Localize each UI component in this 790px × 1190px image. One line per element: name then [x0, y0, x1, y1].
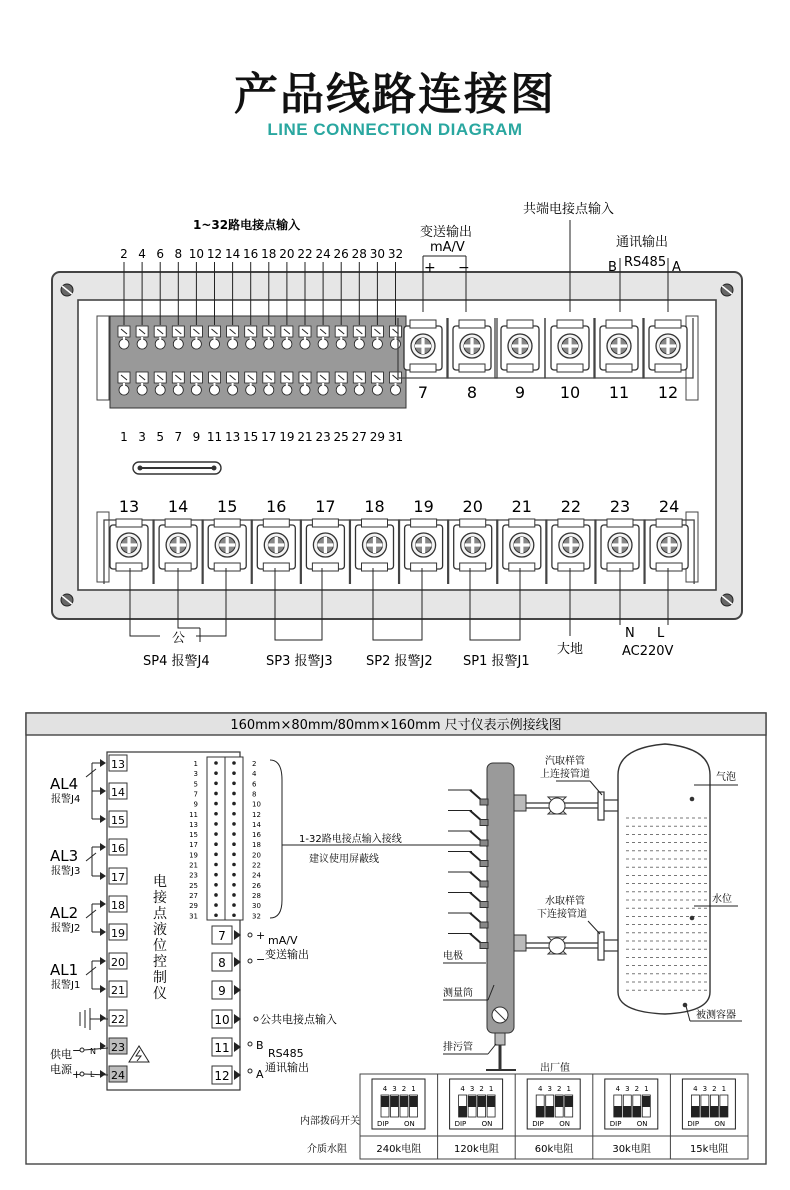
dip-number: 4 — [615, 1085, 621, 1093]
pin-number-even: 4 — [252, 770, 257, 779]
water-pipe-2: 下连接管道 — [537, 909, 587, 920]
l-label: L — [657, 626, 665, 641]
dip-number: 3 — [392, 1085, 397, 1093]
screw-terminal-icon — [257, 519, 295, 571]
left-terminal-number: 21 — [111, 984, 125, 997]
steam-pipe-2: 上连接管道 — [540, 769, 590, 780]
pin-number-even: 6 — [252, 780, 257, 789]
left-terminal-number: 16 — [111, 842, 125, 855]
screw-terminal-icon — [601, 519, 639, 571]
dip-number: 2 — [401, 1085, 407, 1093]
screw-terminal-icon — [600, 320, 638, 372]
dip-number: 3 — [625, 1085, 630, 1093]
pin-number-even: 14 — [252, 820, 261, 829]
terminal-number: 11 — [608, 383, 630, 402]
pin-number-even: 10 — [252, 800, 261, 809]
al1-label: AL1 — [50, 961, 79, 979]
dip-number: 3 — [547, 1085, 552, 1093]
dip-on-label: ON — [481, 1120, 493, 1128]
pin-number-odd: 3 — [193, 770, 198, 779]
device-label-char: 接 — [153, 890, 167, 906]
sp4-label: SP4 报警J4 — [143, 654, 210, 669]
odd-pin-label: 23 — [315, 430, 331, 444]
dip-number: 2 — [479, 1085, 484, 1093]
dip-on-label: ON — [404, 1120, 415, 1128]
dip-number: 4 — [537, 1085, 543, 1093]
screw-terminal-icon — [454, 519, 492, 571]
screw-terminal-icon — [650, 519, 688, 571]
screw-terminal-icon — [208, 519, 246, 571]
rs485-label: RS485 — [624, 255, 667, 270]
right-terminal-number: 7 — [218, 929, 226, 943]
pin-number-even: 18 — [252, 841, 261, 850]
power-label-2: 电源 — [50, 1063, 72, 1076]
even-pin-label: 16 — [243, 247, 259, 261]
power-n: N — [90, 1047, 96, 1056]
even-pin-label: 2 — [120, 247, 128, 261]
dip-dip-label: DIP — [532, 1120, 544, 1128]
screw-terminal-icon — [552, 519, 590, 571]
right-terminal-number: 9 — [218, 984, 226, 998]
device-label-char: 液 — [153, 922, 167, 938]
pin-number-even: 26 — [252, 881, 261, 890]
pin-number-odd: 7 — [193, 790, 198, 799]
odd-pin-label: 11 — [206, 430, 223, 444]
terminal-number: 22 — [560, 497, 582, 516]
power-plus: + — [72, 1068, 82, 1081]
dip-number: 4 — [460, 1085, 465, 1093]
resistance-value: 30k电阻 — [612, 1144, 651, 1155]
screw-terminal-icon — [453, 320, 491, 372]
al4-label: AL4 — [50, 775, 79, 793]
pin-number-even: 32 — [252, 912, 261, 921]
power-minus: − — [72, 1044, 82, 1057]
dip-number: 1 — [566, 1085, 571, 1093]
odd-pin-label: 13 — [224, 430, 241, 444]
wiring-example-diagram — [0, 700, 790, 1190]
device-label-char: 点 — [153, 906, 167, 922]
pin-number-odd: 27 — [189, 891, 198, 900]
page-title: 产品线路连接图 — [234, 69, 556, 120]
pin-number-even: 12 — [252, 810, 261, 819]
terminal-number: 21 — [511, 497, 532, 516]
dip-number: 3 — [702, 1085, 708, 1093]
pin-number-odd: 25 — [189, 881, 198, 890]
screw-terminal-icon — [306, 519, 344, 571]
sp3-label: SP3 报警J3 — [266, 654, 333, 669]
odd-pin-label: 3 — [138, 430, 146, 444]
right-terminal-number: 11 — [214, 1041, 230, 1055]
terminal-number: 8 — [466, 383, 478, 402]
water-level-label: 水位 — [712, 894, 732, 905]
screw-terminal-icon — [501, 320, 539, 372]
al3-label: AL3 — [50, 847, 79, 865]
screw-terminal-icon — [503, 519, 541, 571]
left-terminal-number: 20 — [111, 956, 125, 969]
dip-number: 1 — [488, 1085, 494, 1093]
power-l: L — [90, 1070, 95, 1079]
pin-number-odd: 5 — [193, 780, 198, 789]
odd-pin-label: 15 — [243, 430, 259, 444]
even-pin-label: 10 — [188, 247, 205, 261]
left-terminal-number: 18 — [111, 899, 125, 912]
pin-number-odd: 9 — [193, 800, 198, 809]
even-pin-label: 18 — [261, 247, 277, 261]
screw-terminal-icon — [110, 519, 148, 571]
odd-pin-label: 29 — [369, 430, 386, 444]
terminal-number: 12 — [657, 383, 679, 402]
device-label-char: 控 — [153, 954, 167, 970]
al1-sub: 报警J1 — [51, 980, 81, 991]
even-pin-label: 12 — [206, 247, 223, 261]
right-terminal-number: 10 — [214, 1013, 230, 1027]
measure-tube-label: 测量筒 — [443, 988, 473, 999]
even-pin-label: 20 — [279, 247, 295, 261]
power-label-1: 供电 — [50, 1048, 72, 1061]
terminal-number: 10 — [559, 383, 581, 402]
screw-terminal-icon — [404, 320, 442, 372]
dip-on-label: ON — [714, 1120, 726, 1128]
water-pipe-1: 水取样管 — [545, 896, 585, 907]
dip-number: 4 — [693, 1085, 698, 1093]
n-label: N — [625, 626, 635, 641]
mav-label: mA/V — [268, 934, 298, 947]
odd-pin-label: 27 — [351, 430, 367, 444]
medium-label: 介质水阻 — [307, 1144, 347, 1155]
even-pin-label: 28 — [351, 247, 367, 261]
ground-label: 大地 — [557, 642, 584, 657]
transmit-unit-label: mA/V — [430, 240, 465, 255]
pin-number-odd: 15 — [189, 831, 198, 840]
pin-number-even: 24 — [252, 871, 261, 880]
dip-dip-label: DIP — [454, 1120, 467, 1128]
pin-number-even: 28 — [252, 891, 261, 900]
right-terminal-number: 12 — [214, 1069, 230, 1083]
rs485-a-label: A — [672, 260, 681, 275]
pin-number-even: 8 — [252, 790, 257, 799]
rs485-text: RS485 — [268, 1047, 304, 1060]
pin-number-odd: 21 — [189, 861, 198, 870]
left-terminal-number: 22 — [111, 1013, 125, 1026]
terminal-number: 9 — [514, 383, 526, 402]
transmit-label: 变送输出 — [420, 225, 473, 240]
rs-b-label: B — [256, 1039, 264, 1052]
terminal-number: 23 — [609, 497, 631, 516]
screw-terminal-icon — [405, 519, 443, 571]
pin-number-odd: 17 — [189, 841, 198, 850]
vessel-label: 被测容器 — [696, 1010, 736, 1021]
transmit-minus: − — [458, 260, 470, 276]
pin-number-even: 30 — [252, 902, 261, 911]
bubble-label: 气泡 — [716, 772, 736, 783]
odd-pin-label: 21 — [297, 430, 313, 444]
left-terminal-number: 15 — [111, 814, 125, 827]
common-gong-label: 公 — [172, 631, 186, 646]
pin-number-even: 22 — [252, 861, 261, 870]
device-label-char: 位 — [153, 938, 167, 954]
odd-pin-label: 9 — [192, 430, 201, 444]
pin-number-odd: 31 — [189, 912, 198, 921]
sp1-label: SP1 报警J1 — [463, 654, 530, 669]
al2-sub: 报警J2 — [51, 923, 81, 934]
terminal-number: 13 — [118, 497, 140, 516]
input-note-1: 1-32路电接点输入接线 — [299, 834, 402, 845]
even-pin-label: 8 — [174, 247, 183, 261]
dip-dip-label: DIP — [609, 1120, 622, 1128]
pin-number-even: 2 — [252, 760, 257, 768]
terminal-number: 17 — [315, 497, 336, 516]
pin-number-even: 20 — [252, 851, 261, 860]
pin-number-odd: 19 — [189, 851, 198, 860]
terminal-number: 7 — [417, 383, 429, 402]
dip-dip-label: DIP — [687, 1120, 700, 1128]
factory-label: 出厂值 — [540, 1063, 570, 1074]
terminal-number: 16 — [266, 497, 287, 516]
screw-terminal-icon — [356, 519, 394, 571]
transmit-plus: + — [424, 260, 436, 276]
left-terminal-number: 17 — [111, 871, 125, 884]
input-note-2: 建议使用屏蔽线 — [309, 854, 379, 865]
resistance-value: 120k电阻 — [453, 1144, 499, 1155]
odd-pin-label: 19 — [279, 430, 295, 444]
odd-pin-label: 25 — [333, 430, 349, 444]
dip-on-label: ON — [559, 1120, 570, 1128]
resistance-value: 60k电阻 — [534, 1144, 574, 1155]
rs-a-label: A — [256, 1068, 264, 1081]
terminal-number: 14 — [167, 497, 189, 516]
even-pin-label: 30 — [369, 247, 386, 261]
resistance-value: 15k电阻 — [689, 1144, 729, 1155]
dip-number: 1 — [644, 1085, 649, 1093]
dip-number: 2 — [556, 1085, 562, 1093]
dip-on-label: ON — [636, 1120, 648, 1128]
sp2-label: SP2 报警J2 — [366, 654, 433, 669]
common-in-label: 公共电接点输入 — [260, 1013, 337, 1026]
comm-output-label: 通讯输出 — [616, 235, 669, 250]
inputs-label: 1~32路电接点输入 — [193, 218, 301, 232]
resistance-value: 240k电阻 — [376, 1144, 422, 1155]
dip-number: 2 — [712, 1085, 717, 1093]
mav-minus: − — [256, 953, 266, 966]
al3-sub: 报警J3 — [51, 866, 81, 877]
terminal-number: 18 — [364, 497, 385, 516]
odd-pin-label: 7 — [174, 430, 183, 444]
terminal-number: 20 — [462, 497, 483, 516]
terminal-number: 15 — [217, 497, 238, 516]
even-pin-label: 24 — [315, 247, 331, 261]
odd-pin-label: 31 — [387, 430, 404, 444]
transmit-out-label: 变送输出 — [265, 948, 309, 961]
terminal-number: 19 — [413, 497, 434, 516]
pin-number-odd: 23 — [189, 871, 198, 880]
dip-number: 3 — [469, 1085, 475, 1093]
mav-plus: + — [256, 929, 266, 942]
steam-valve-icon — [548, 797, 566, 814]
pin-number-odd: 1 — [193, 760, 198, 768]
dip-number: 2 — [634, 1085, 640, 1093]
al4-sub: 报警J4 — [51, 794, 81, 805]
even-pin-label: 26 — [333, 247, 349, 261]
screw-terminal-icon — [159, 519, 197, 571]
pin-number-even: 16 — [252, 831, 261, 840]
screw-terminal-icon — [551, 320, 589, 372]
terminal-number: 24 — [658, 497, 680, 516]
even-pin-label: 4 — [138, 247, 146, 261]
dip-label: 内部拨码开关 — [300, 1116, 360, 1127]
rs485-b-label: B — [608, 260, 617, 275]
page-subtitle: LINE CONNECTION DIAGRAM — [267, 120, 523, 139]
left-terminal-number: 24 — [111, 1069, 125, 1082]
left-terminal-number: 13 — [111, 758, 125, 771]
steam-pipe-1: 汽取样管 — [545, 756, 585, 767]
dip-number: 1 — [721, 1085, 727, 1093]
pin-number-odd: 13 — [189, 820, 198, 829]
dip-number: 4 — [382, 1085, 388, 1093]
dip-dip-label: DIP — [377, 1120, 389, 1128]
water-valve-icon — [548, 937, 566, 954]
electrode-label: 电极 — [443, 951, 463, 962]
odd-pin-label: 5 — [156, 430, 165, 444]
common-input-label: 共端电接点输入 — [523, 202, 615, 217]
pin-number-odd: 29 — [189, 902, 198, 911]
screw-terminal-icon — [649, 320, 687, 372]
dip-number: 1 — [411, 1085, 416, 1093]
device-label-char: 仪 — [153, 986, 167, 1002]
device-label-char: 制 — [153, 970, 167, 986]
ac220v-label: AC220V — [622, 644, 674, 659]
left-terminal-number: 19 — [111, 927, 125, 940]
example-header: 160mm×80mm/80mm×160mm 尺寸仪表示例接线图 — [230, 718, 562, 733]
even-pin-label: 22 — [297, 247, 313, 261]
device-label-char: 电 — [153, 874, 167, 890]
comm-out-text: 通讯输出 — [265, 1061, 309, 1074]
left-terminal-number: 23 — [111, 1041, 125, 1054]
odd-pin-label: 1 — [120, 430, 128, 444]
even-pin-label: 32 — [387, 247, 404, 261]
pin-number-odd: 11 — [189, 810, 198, 819]
left-terminal-number: 14 — [111, 786, 125, 799]
al2-label: AL2 — [50, 904, 79, 922]
drain-label: 排污管 — [443, 1042, 473, 1053]
right-terminal-number: 8 — [218, 956, 226, 970]
odd-pin-label: 17 — [261, 430, 277, 444]
even-pin-label: 14 — [224, 247, 241, 261]
even-pin-label: 6 — [156, 247, 165, 261]
